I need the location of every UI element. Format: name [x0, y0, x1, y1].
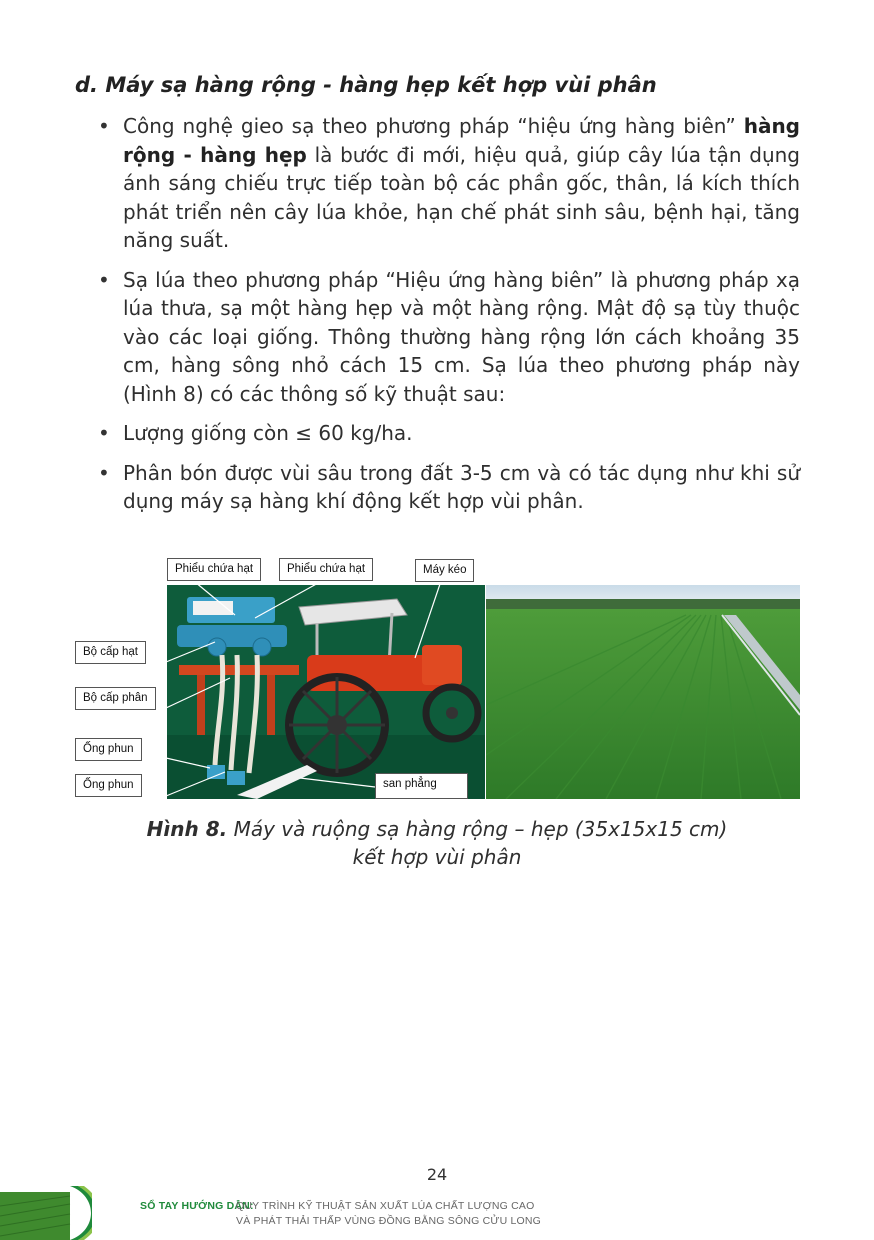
page-number: 24 — [426, 1165, 448, 1184]
caption-figure-number: Hình 8. — [146, 817, 228, 841]
bullet-text: là bước đi mới, hiệu quả, giúp cây lúa tận dụng ánh sáng chiếu trực tiếp toàn bộ các phần gốc, thân, lá kích thích phát triển nên cây lúa khỏe, hạn chế phát sinh sâu, bệnh hại, tăng năng suất. — [123, 142, 800, 252]
footer-label: SỔ TAY HƯỚNG DẪN: — [140, 1200, 254, 1212]
caption-line-1: Máy và ruộng sạ hàng rộng – hẹp (35x15x15 cm) — [227, 817, 728, 841]
label-hopper-2: Phiểu chứa hạt — [279, 558, 373, 581]
label-tractor: Máy kéo — [415, 559, 474, 582]
footer-title-line-1: QUY TRÌNH KỸ THUẬT SẢN XUẤT LÚA CHẤT LƯỢNG CAO — [236, 1200, 535, 1212]
bullet-item — [98, 266, 800, 409]
bullet-list — [98, 112, 800, 527]
label-nozzle-2: Ống phun — [75, 774, 142, 797]
caption-line-2: kết hợp vùi phân — [352, 845, 522, 869]
label-fertilizer-feeder: Bộ cấp phân — [75, 687, 156, 710]
label-seed-feeder: Bộ cấp hạt — [75, 641, 146, 664]
bullet-item — [98, 459, 800, 516]
section-heading: d. Máy sạ hàng rộng - hàng hẹp kết hợp vùi phân — [75, 73, 657, 97]
bullet-item — [98, 419, 800, 448]
figure-caption — [100, 815, 774, 871]
rice-field-photo — [486, 585, 800, 799]
bullet-text: Công nghệ gieo sạ theo phương pháp “hiệu ứng hàng biên” — [123, 114, 744, 138]
label-leveler: san phẳng — [375, 773, 468, 799]
label-nozzle-1: Ống phun — [75, 738, 142, 761]
seeder-machine-photo — [167, 585, 485, 799]
footer-field-image — [0, 1186, 92, 1240]
bullet-text: Phân bón được vùi sâu trong đất 3-5 cm và có tác dụng như khi sử dụng máy sạ hàng khí động kết hợp vùi phân. — [123, 460, 800, 513]
label-hopper-1: Phiểu chứa hạt — [167, 558, 261, 581]
footer-title-line-2: VÀ PHÁT THẢI THẤP VÙNG ĐỒNG BẰNG SÔNG CỬU LONG — [236, 1215, 542, 1227]
figure-8 — [0, 540, 874, 810]
bullet-text: Lượng giống còn ≤ 60 kg/ha. — [123, 421, 413, 445]
bullet-bold-text: hàng rộng - hàng hẹp — [123, 114, 800, 167]
page-footer — [0, 1186, 874, 1240]
bullet-item — [98, 112, 800, 255]
bullet-text: Sạ lúa theo phương pháp “Hiệu ứng hàng biên” là phương pháp xạ lúa thưa, sạ một hàng hẹp và một hàng rộng. Mật độ sạ tùy thuộc vào các loại giống. Thông thường hàng rộng lớn cách khoảng 35 cm, hàng sông nhỏ cách 15 cm. Sạ lúa theo phương pháp này (Hình 8) có các thông số kỹ thuật sau: — [123, 267, 800, 406]
